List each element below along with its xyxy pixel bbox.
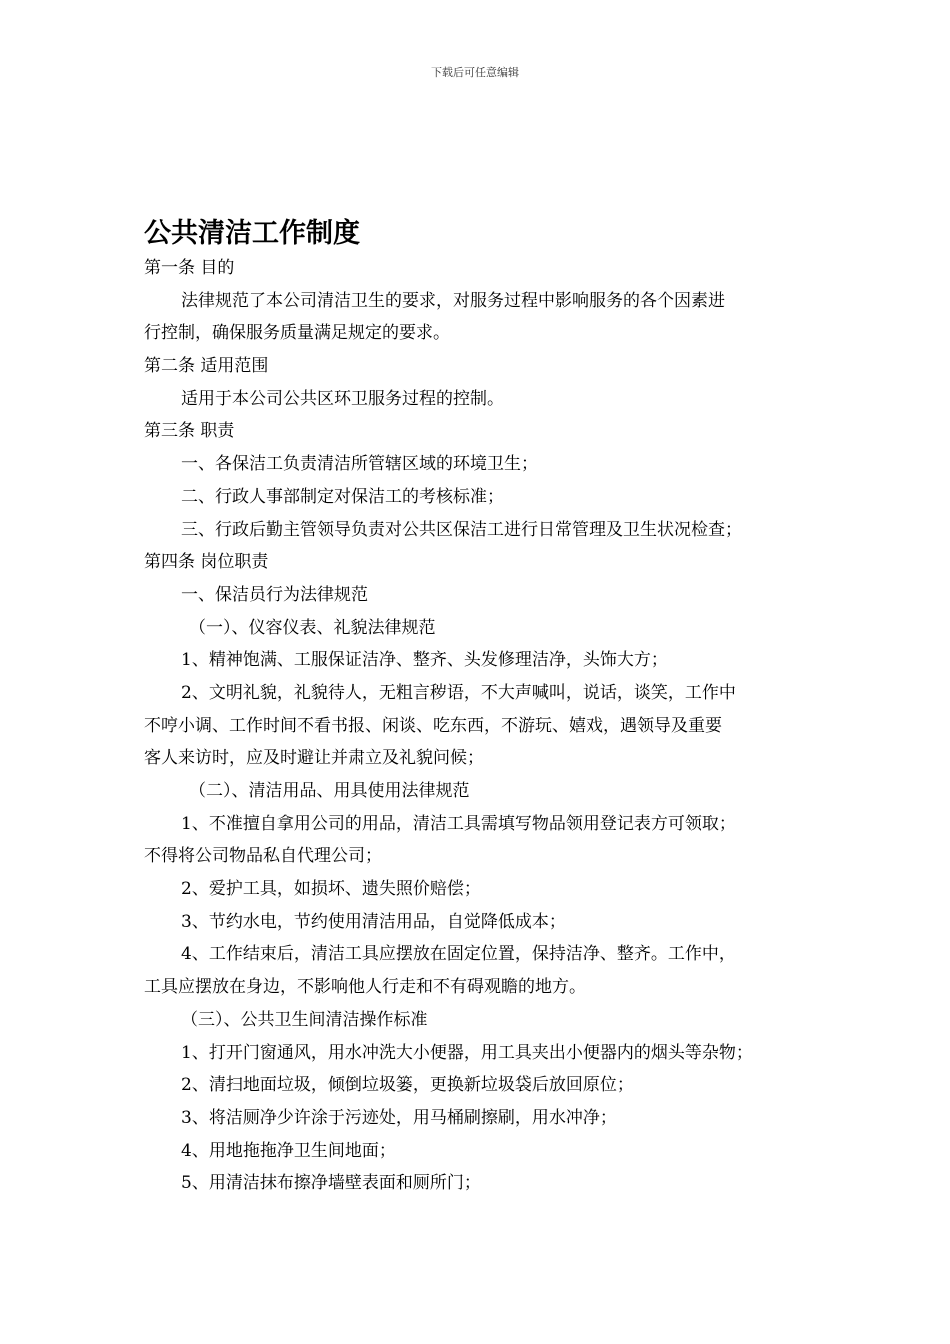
paragraph-line: （二）、清洁用品、用具使用法律规范 — [189, 781, 470, 801]
paragraph-line: 不哼小调、工作时间不看书报、闲谈、吃东西，不游玩、嬉戏，遇领导及重要 — [144, 715, 722, 736]
paragraph-line: 1、不准擅自拿用公司的用品，清洁工具需填写物品领用登记表方可领取； — [181, 813, 736, 834]
paragraph-line: 适用于本公司公共区环卫服务过程的控制。 — [181, 388, 504, 409]
paragraph-line: 客人来访时，应及时避让并肃立及礼貌问候； — [144, 748, 484, 769]
paragraph-line: 三、行政后勤主管领导负责对公共区保洁工进行日常管理及卫生状况检查； — [181, 519, 742, 540]
paragraph-line: 一、各保洁工负责清洁所管辖区域的环境卫生； — [181, 454, 538, 475]
page-header-note: 下载后可任意编辑 — [431, 66, 519, 79]
paragraph-line: 2、清扫地面垃圾，倾倒垃圾篓，更换新垃圾袋后放回原位； — [181, 1075, 634, 1096]
paragraph-line: 第二条 适用范围 — [144, 356, 269, 377]
paragraph-line: 4、用地拖拖净卫生间地面； — [181, 1140, 396, 1161]
paragraph-line: 工具应摆放在身边，不影响他人行走和不有碍观瞻的地方。 — [144, 977, 586, 998]
paragraph-line: 一、保洁员行为法律规范 — [181, 584, 368, 605]
paragraph-line: 2、爱护工具，如损坏、遗失照价赔偿； — [181, 879, 481, 900]
paragraph-line: （一）、仪容仪表、礼貌法律规范 — [189, 617, 436, 638]
paragraph-line: 1、精神饱满、工服保证洁净、整齐、头发修理洁净，头饰大方； — [181, 650, 668, 671]
paragraph-line: 法律规范了本公司清洁卫生的要求，对服务过程中影响服务的各个因素进 — [181, 290, 725, 311]
paragraph-line: 1、打开门窗通风，用水冲洗大小便器，用工具夹出小便器内的烟头等杂物； — [181, 1042, 753, 1063]
paragraph-line: 3、节约水电，节约使用清洁用品，自觉降低成本； — [181, 911, 566, 932]
paragraph-line: 3、将洁厕净少许涂于污迹处，用马桶刷擦刷，用水冲净； — [181, 1107, 617, 1128]
paragraph-line: （三）、公共卫生间清洁操作标准 — [181, 1009, 428, 1030]
paragraph-line: 二、行政人事部制定对保洁工的考核标准； — [181, 486, 504, 507]
paragraph-line: 第四条 岗位职责 — [144, 552, 269, 573]
paragraph-line: 5、用清洁抹布擦净墙壁表面和厕所门； — [181, 1173, 481, 1194]
paragraph-line: 第一条 目的 — [144, 258, 235, 278]
paragraph-line: 第三条 职责 — [144, 421, 235, 442]
document-body — [144, 252, 824, 1200]
paragraph-line: 不得将公司物品私自代理公司； — [144, 846, 382, 867]
document-title: 公共清洁工作制度 — [144, 218, 360, 249]
paragraph-line: 行控制，确保服务质量满足规定的要求。 — [144, 323, 450, 344]
paragraph-line: 2、文明礼貌，礼貌待人，无粗言秽语，不大声喊叫，说话，谈笑，工作中 — [181, 682, 736, 703]
paragraph-line: 4、工作结束后，清洁工具应摆放在固定位置，保持洁净、整齐。工作中， — [181, 944, 736, 965]
